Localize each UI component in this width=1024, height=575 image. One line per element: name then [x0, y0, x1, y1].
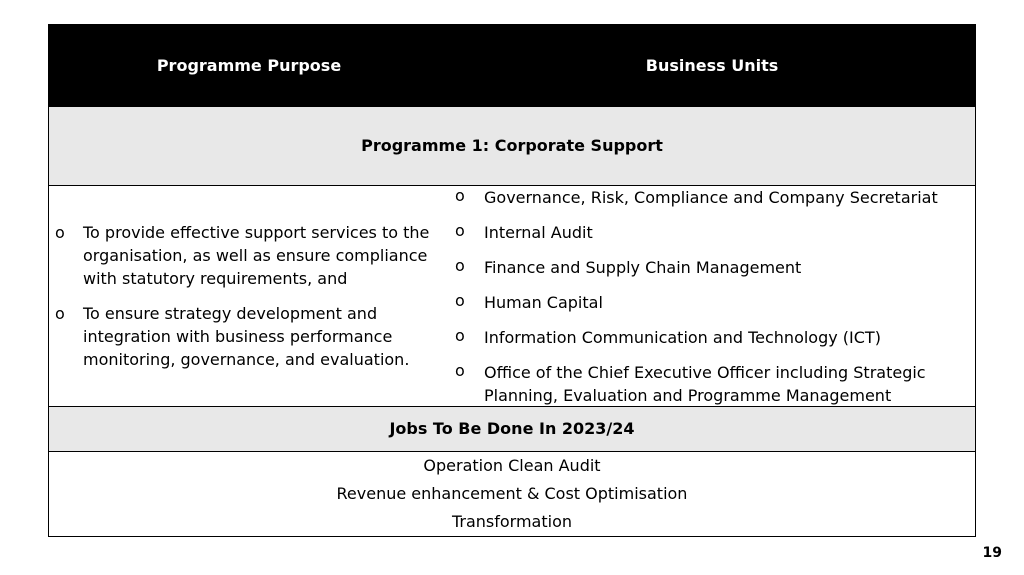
purpose-item-text: To provide effective support services to the organisation, as well as ensure compliance with statutory requirements, and: [83, 222, 430, 288]
business-unit-text: Office of the Chief Executive Officer including Strategic Planning, Evaluation and Programme Management: [484, 362, 926, 405]
bullet-marker: o: [455, 290, 465, 310]
bullet-marker: o: [455, 185, 465, 205]
header-programme-purpose: Programme Purpose: [156, 56, 342, 76]
page-number: 19: [982, 545, 1002, 561]
business-unit-item: [449, 291, 975, 314]
business-unit-text: Governance, Risk, Compliance and Company Secretariat: [484, 187, 938, 207]
programme-title: Programme 1: Corporate Support: [49, 106, 975, 184]
business-unit-item: [449, 256, 975, 279]
business-unit-item: [449, 326, 975, 349]
business-unit-text: Human Capital: [484, 292, 603, 312]
jobs-list: [49, 451, 975, 536]
bullet-marker: o: [55, 222, 65, 242]
business-units-cell: [449, 186, 975, 406]
business-unit-item: [449, 361, 975, 407]
business-unit-item: [449, 221, 975, 244]
job-item: Revenue enhancement & Cost Optimisation: [336, 484, 688, 503]
programme-table: [48, 24, 976, 537]
job-item: Operation Clean Audit: [423, 456, 601, 475]
purpose-list: [49, 221, 449, 371]
bullet-marker: o: [455, 325, 465, 345]
business-unit-text: Information Communication and Technology (ICT): [484, 327, 881, 347]
header-business-units: Business Units: [645, 56, 779, 76]
table-header-row: [49, 25, 975, 106]
business-units-list: [449, 186, 975, 407]
bullet-marker: o: [455, 360, 465, 380]
jobs-title: Jobs To Be Done In 2023/24: [49, 406, 975, 451]
business-unit-text: Finance and Supply Chain Management: [484, 257, 802, 277]
purpose-item-text: To ensure strategy development and integration with business performance monitoring, governance, and evaluation.: [83, 303, 410, 369]
bullet-marker: o: [55, 303, 65, 323]
purpose-item: [49, 302, 449, 371]
bullet-marker: o: [455, 255, 465, 275]
programme-content-row: [49, 185, 975, 406]
business-unit-text: Internal Audit: [484, 222, 593, 242]
purpose-item: [49, 221, 449, 290]
job-item: Transformation: [451, 512, 573, 531]
bullet-marker: o: [455, 220, 465, 240]
purpose-cell: [49, 186, 449, 406]
business-unit-item: [449, 186, 975, 209]
